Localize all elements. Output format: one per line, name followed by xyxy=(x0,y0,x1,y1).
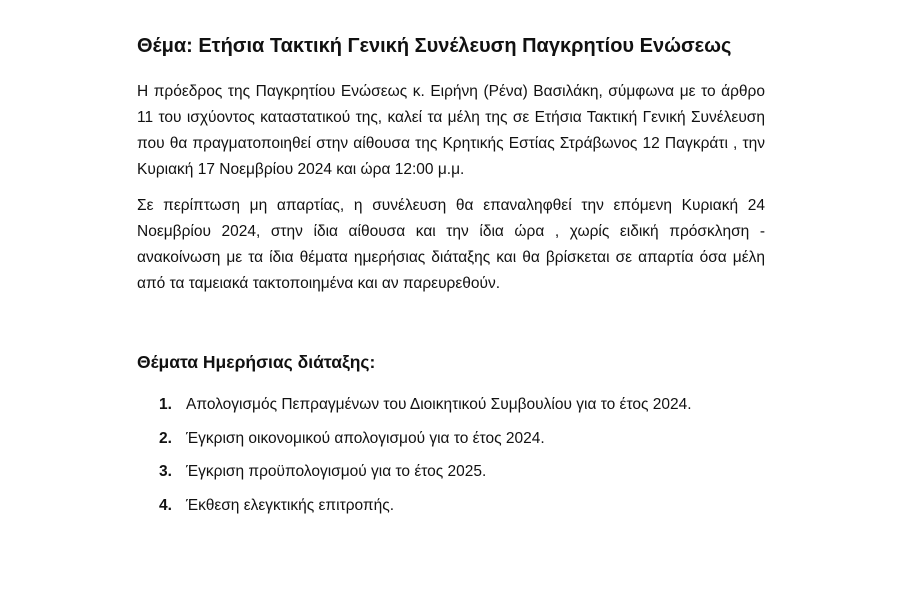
agenda-item-text: Έγκριση προϋπολογισμού για το έτος 2025. xyxy=(186,463,487,480)
agenda-item-text: Έκθεση ελεγκτικής επιτροπής. xyxy=(186,496,395,514)
agenda-item-number: 2. xyxy=(159,429,172,447)
agenda-item-text: Έγκριση οικονομικού απολογισμού για το έτος 2024. xyxy=(186,429,545,447)
agenda-item xyxy=(159,396,692,430)
announcement-paragraph: Η πρόεδρος της Παγκρητίου Ενώσεως κ. Ειρήνη (Ρένα) Βασιλάκη, σύμφωνα με το άρθρο 11 του ισχύοντος καταστατικού της, καλεί τα μέλη της σε Ετήσια Τακτική Γενική Συνέλευση που θα πραγματοποιηθεί στην αίθουσα της Κρητικής Εστίας Στράβωνος 12 Παγκράτι , την Κυριακή 17 Νοεμβρίου 2024 και ώρα 12:00 μ.μ. xyxy=(137,83,765,178)
agenda-list xyxy=(159,396,692,530)
agenda-item-text: Απολογισμός Πεπραγμένων του Διοικητικού Συμβουλίου για το έτος 2024. xyxy=(186,396,692,413)
agenda-item xyxy=(159,430,692,464)
document-title: Θέμα: Ετήσια Τακτική Γενική Συνέλευση Παγκρητίου Ενώσεως xyxy=(137,35,732,57)
agenda-item xyxy=(159,497,692,531)
agenda-item-number: 3. xyxy=(159,463,172,480)
agenda-item-number: 1. xyxy=(159,396,172,413)
agenda-heading: Θέματα Ημερήσιας διάταξης: xyxy=(137,352,376,372)
quorum-paragraph: Σε περίπτωση μη απαρτίας, η συνέλευση θα επαναληφθεί την επόμενη Κυριακή 24 Νοεμβρίου 2024, στην ίδια αίθουσα και την ίδια ώρα , χωρίς ειδική πρόσκληση - ανακοίνωση με τα ίδια θέματα ημερήσιας διάταξης και θα βρίσκεται σε απαρτία όσα μέλη από τα ταμειακά τακτοποιημένα και αν παρευρεθούν. xyxy=(137,197,765,292)
agenda-item xyxy=(159,463,692,497)
agenda-item-number: 4. xyxy=(159,496,172,514)
